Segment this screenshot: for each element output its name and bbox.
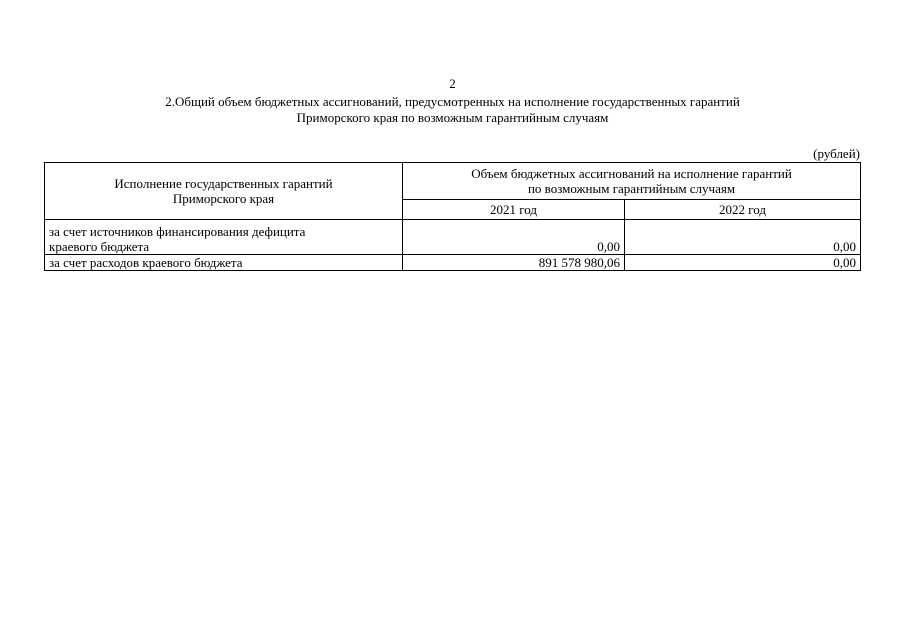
header-guarantees-execution: Исполнение государственных гарантий Приморского края <box>45 163 403 220</box>
document-title <box>60 94 845 126</box>
header-appropriations-volume: Объем бюджетных ассигнований на исполнение гарантий по возможным гарантийным случаям <box>403 163 861 200</box>
units-label: (рублей) <box>813 146 860 161</box>
budget-guarantees-table <box>44 162 861 271</box>
cell-2022: 0,00 <box>625 255 861 271</box>
cell-2021: 891 578 980,06 <box>403 255 625 271</box>
cell-2022: 0,00 <box>625 220 861 255</box>
row-label: за счет расходов краевого бюджета <box>45 255 403 271</box>
row-label: за счет источников финансирования дефицита краевого бюджета <box>45 220 403 255</box>
table-header-row <box>45 163 861 200</box>
table-row <box>45 220 861 255</box>
header-year-2021: 2021 год <box>403 200 625 220</box>
header-year-2022: 2022 год <box>625 200 861 220</box>
document-title-line-1: 2.Общий объем бюджетных ассигнований, предусмотренных на исполнение государственных гарантий <box>165 94 740 109</box>
cell-2021: 0,00 <box>403 220 625 255</box>
table-row <box>45 255 861 271</box>
document-title-line-2: Приморского края по возможным гарантийным случаям <box>296 110 609 125</box>
page-number: 2 <box>449 76 456 91</box>
